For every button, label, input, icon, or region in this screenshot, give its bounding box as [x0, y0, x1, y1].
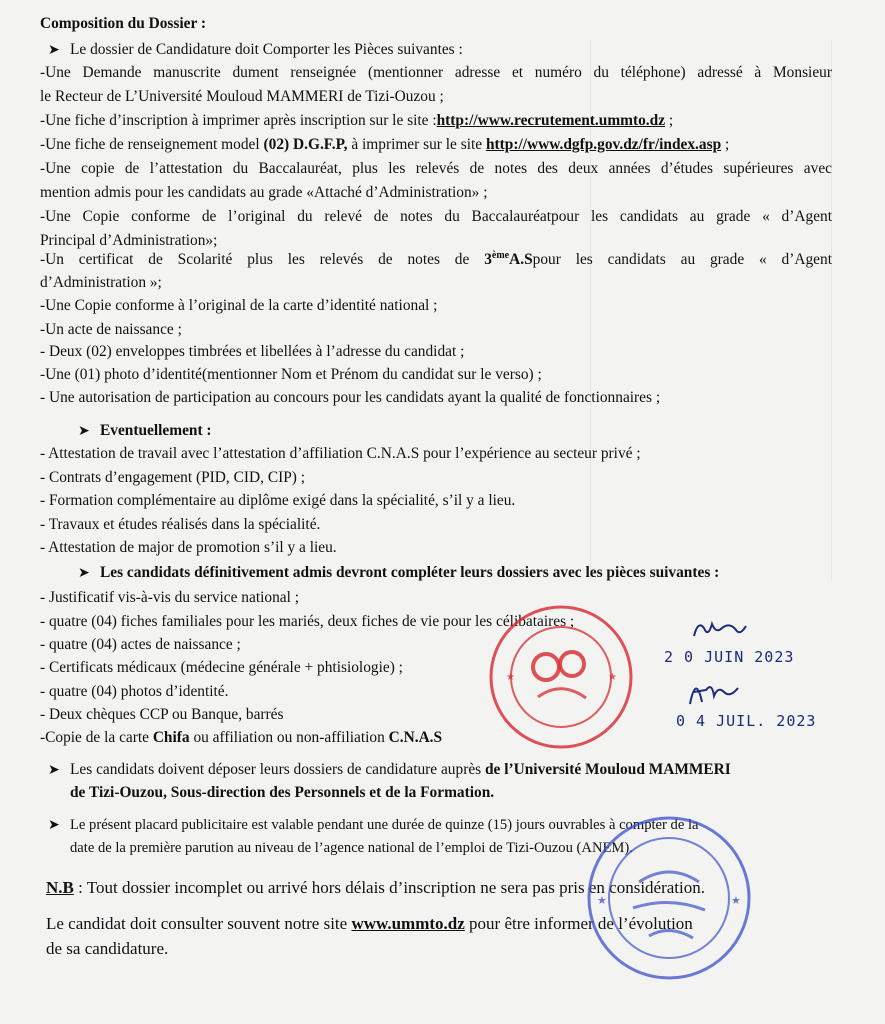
piece-6a-sup: ème	[491, 250, 510, 261]
svg-text:★: ★	[608, 672, 617, 683]
svg-text:★: ★	[597, 894, 607, 907]
arrow-icon: ➤	[48, 763, 60, 778]
list-item: - Formation complémentaire au diplôme exigé dans la spécialité, s’il y a lieu.	[40, 492, 516, 509]
nb-text: : Tout dossier incomplet ou arrivé hors délais d’inscription ne sera pas pris en considération.	[73, 878, 705, 897]
signature-1	[690, 616, 750, 642]
piece-5b: Principal d’Administration»;	[40, 232, 218, 249]
consult-pre: Le candidat doit consulter souvent notre site	[46, 914, 352, 933]
recrutement-link[interactable]: http://www.recrutement.ummto.dz	[436, 112, 666, 129]
list-item: - quatre (04) photos d’identité.	[40, 683, 229, 700]
piece-6b: d’Administration »;	[40, 274, 162, 291]
section-title: Composition du Dossier :	[40, 15, 207, 32]
list-item: - Certificats médicaux (médecine générale + phtisiologie) ;	[40, 659, 403, 676]
eventuellement-heading	[78, 423, 212, 439]
piece-11: - Une autorisation de participation au concours pour les candidats ayant la qualité de fonctionnaires ;	[40, 389, 661, 406]
signature-2	[684, 672, 744, 708]
piece-3	[40, 137, 729, 152]
piece-9: - Deux (02) enveloppes timbrées et libellées à l’adresse du candidat ;	[40, 343, 465, 360]
intro-text: Le dossier de Candidature doit Comporter les Pièces suivantes :	[70, 41, 463, 58]
depot-line-1	[48, 762, 731, 778]
depot-bold: de l’Université Mouloud MAMMERI	[484, 761, 731, 778]
piece-8: -Un acte de naissance ;	[40, 321, 182, 338]
piece-3-bold: (02) D.G.F.P,	[263, 136, 348, 153]
piece-3-text: -Une fiche de renseignement model	[40, 136, 264, 153]
intro-line	[48, 42, 463, 58]
piece-2	[40, 113, 673, 128]
piece-3-mid: à imprimer sur le site	[347, 136, 486, 153]
arrow-icon: ➤	[48, 43, 60, 58]
admis-heading	[78, 565, 719, 581]
list-item: - quatre (04) fiches familiales pour les mariés, deux fiches de vie pour les célibataires ;	[40, 613, 575, 630]
piece-1a: -Une Demande manuscrite dument renseignée (mentionner adresse et numéro du téléphone) adressé à Monsieur	[40, 64, 832, 81]
chifa-bold: Chifa	[152, 729, 190, 746]
chifa-pre: -Copie de la carte	[40, 729, 153, 746]
piece-6a	[40, 248, 832, 273]
blue-official-stamp	[583, 812, 755, 984]
admis-title: Les candidats définitivement admis devront compléter leurs dossiers avec les pièces suivantes :	[100, 564, 720, 581]
nb-label: N.B	[46, 878, 74, 897]
depot-pre: Les candidats doivent déposer leurs dossiers de candidature auprès	[70, 761, 485, 778]
piece-5a: -Une Copie conforme de l’original du relevé de notes du Baccalauréatpour les candidats au grade « d’Agent	[40, 208, 832, 225]
piece-1b: le Recteur de L’Université Mouloud MAMMERI de Tizi-Ouzou ;	[40, 88, 444, 105]
dgfp-link[interactable]: http://www.dgfp.gov.dz/fr/index.asp	[485, 136, 722, 153]
piece-2-end: ;	[665, 112, 674, 129]
piece-2-text: -Une fiche d’inscription à imprimer après inscription sur le site :	[40, 112, 437, 129]
piece-6a-post: pour les candidats au grade « d’Agent	[532, 251, 832, 269]
validite-line-2: date de la première parution au niveau de l’agence national de l’emploi de Tizi-Ouzou (ANEM).	[70, 840, 633, 856]
arrow-icon: ➤	[48, 818, 60, 833]
piece-6a-bold: A.S	[509, 251, 533, 269]
eventuellement-title: Eventuellement :	[100, 422, 212, 439]
piece-7: -Une Copie conforme à l’original de la carte d’identité national ;	[40, 297, 438, 314]
ummto-link[interactable]: www.ummto.dz	[351, 914, 465, 933]
chifa-mid: ou affiliation ou non-affiliation	[189, 729, 389, 746]
depot-line-2: de Tizi-Ouzou, Sous-direction des Personnels et de la Formation.	[70, 784, 495, 801]
list-item: - Deux chèques CCP ou Banque, barrés	[40, 706, 284, 723]
svg-text:★: ★	[506, 672, 515, 683]
piece-6a-num: 3	[484, 251, 492, 269]
list-item: - Contrats d’engagement (PID, CID, CIP) ;	[40, 469, 306, 486]
red-official-stamp	[486, 602, 636, 752]
list-item: - Travaux et études réalisés dans la spécialité.	[40, 516, 321, 533]
consult-line-2: de sa candidature.	[46, 939, 169, 958]
list-item: - Justificatif vis-à-vis du service national ;	[40, 589, 300, 606]
arrow-icon: ➤	[78, 424, 90, 439]
piece-4b: mention admis pour les candidats au grade «Attaché d’Administration» ;	[40, 184, 488, 201]
validite-text: Le présent placard publicitaire est valable pendant une durée de quinze (15) jours ouvrables à compter de la	[70, 817, 699, 833]
list-item: - Attestation de travail avec l’attestation d’affiliation C.N.A.S pour l’expérience au secteur privé ;	[40, 445, 641, 462]
arrow-icon: ➤	[78, 566, 90, 581]
list-item: - quatre (04) actes de naissance ;	[40, 636, 241, 653]
piece-3-end: ;	[721, 136, 730, 153]
date-stamp-1: 2 0 JUIN 2023	[664, 648, 795, 666]
date-stamp-2: 0 4 JUIL. 2023	[676, 712, 817, 730]
svg-text:★: ★	[731, 894, 741, 907]
list-item: - Attestation de major de promotion s’il y a lieu.	[40, 539, 337, 556]
piece-10: -Une (01) photo d’identité(mentionner Nom et Prénom du candidat sur le verso) ;	[40, 366, 542, 383]
consult-post: pour être informer de l’évolution	[464, 914, 693, 933]
piece-6a-pre: -Un certificat de Scolarité plus les relevés de notes de	[40, 251, 485, 269]
chifa-line	[40, 730, 442, 745]
piece-4a: -Une copie de l’attestation du Baccalauréat, plus les relevés de notes des deux années d’études supérieures avec	[40, 160, 832, 177]
cnas-bold: C.N.A.S	[388, 729, 443, 746]
